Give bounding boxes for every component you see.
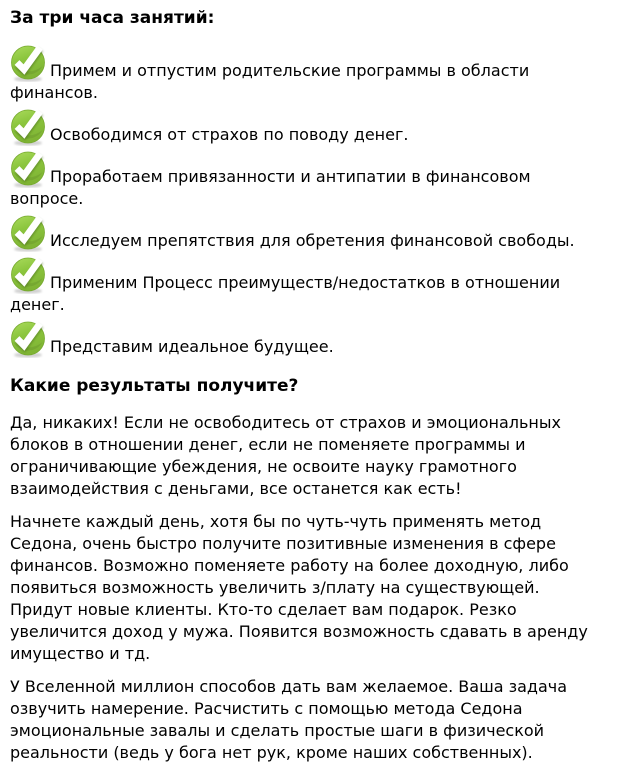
checklist-item-text: Представим идеальное будущее. bbox=[50, 337, 334, 356]
checklist-item bbox=[10, 214, 601, 252]
results-paragraph: У Вселенной миллион способов дать вам желаемое. Ваша задача озвучить намерение. Расчистить с помощью метода Седона эмоциональные завалы и сделать простые шаги в физической реальности (ведь у бога нет рук, кроме наших собственных). bbox=[10, 677, 568, 762]
checklist-item-text: Применим Процесс преимуществ/недостатков в отношении денег. bbox=[10, 273, 561, 314]
green-checkmark-icon bbox=[10, 150, 46, 188]
checklist-item bbox=[10, 256, 601, 316]
section-title-hours: За три часа занятий: bbox=[10, 8, 215, 28]
checklist-item-text: Освободимся от страхов по поводу денег. bbox=[50, 125, 409, 144]
checklist-item bbox=[10, 44, 601, 104]
checklist-item-text: Примем и отпустим родительские программы в области финансов. bbox=[10, 61, 530, 102]
checklist-item bbox=[10, 150, 601, 210]
green-checkmark-icon bbox=[10, 256, 46, 294]
green-checkmark-icon bbox=[10, 214, 46, 252]
section-title-results: Какие результаты получите? bbox=[10, 376, 299, 396]
green-checkmark-icon bbox=[10, 44, 46, 82]
results-paragraph: Да, никаких! Если не освободитесь от страхов и эмоциональных блоков в отношении денег, если не поменяете программы и ограничивающие убеждения, не освоите науку грамотного взаимодействия с деньгами, все останется как есть! bbox=[10, 413, 561, 498]
checklist-item bbox=[10, 108, 601, 146]
green-checkmark-icon bbox=[10, 108, 46, 146]
checklist-item-text: Проработаем привязанности и антипатии в финансовом вопросе. bbox=[10, 167, 531, 208]
results-paragraph: Начнете каждый день, хотя бы по чуть-чуть применять метод Седона, очень быстро получите позитивные изменения в сфере финансов. Возможно поменяете работу на более доходную, либо появиться возможность увеличить з/плату на существующей. Придут новые клиенты. Кто-то сделает вам подарок. Резко увеличится доход у мужа. Появится возможность сдавать в аренду имущество и тд. bbox=[10, 512, 588, 663]
checklist-item bbox=[10, 320, 601, 358]
green-checkmark-icon bbox=[10, 320, 46, 358]
checklist-item-text: Исследуем препятствия для обретения финансовой свободы. bbox=[50, 231, 575, 250]
